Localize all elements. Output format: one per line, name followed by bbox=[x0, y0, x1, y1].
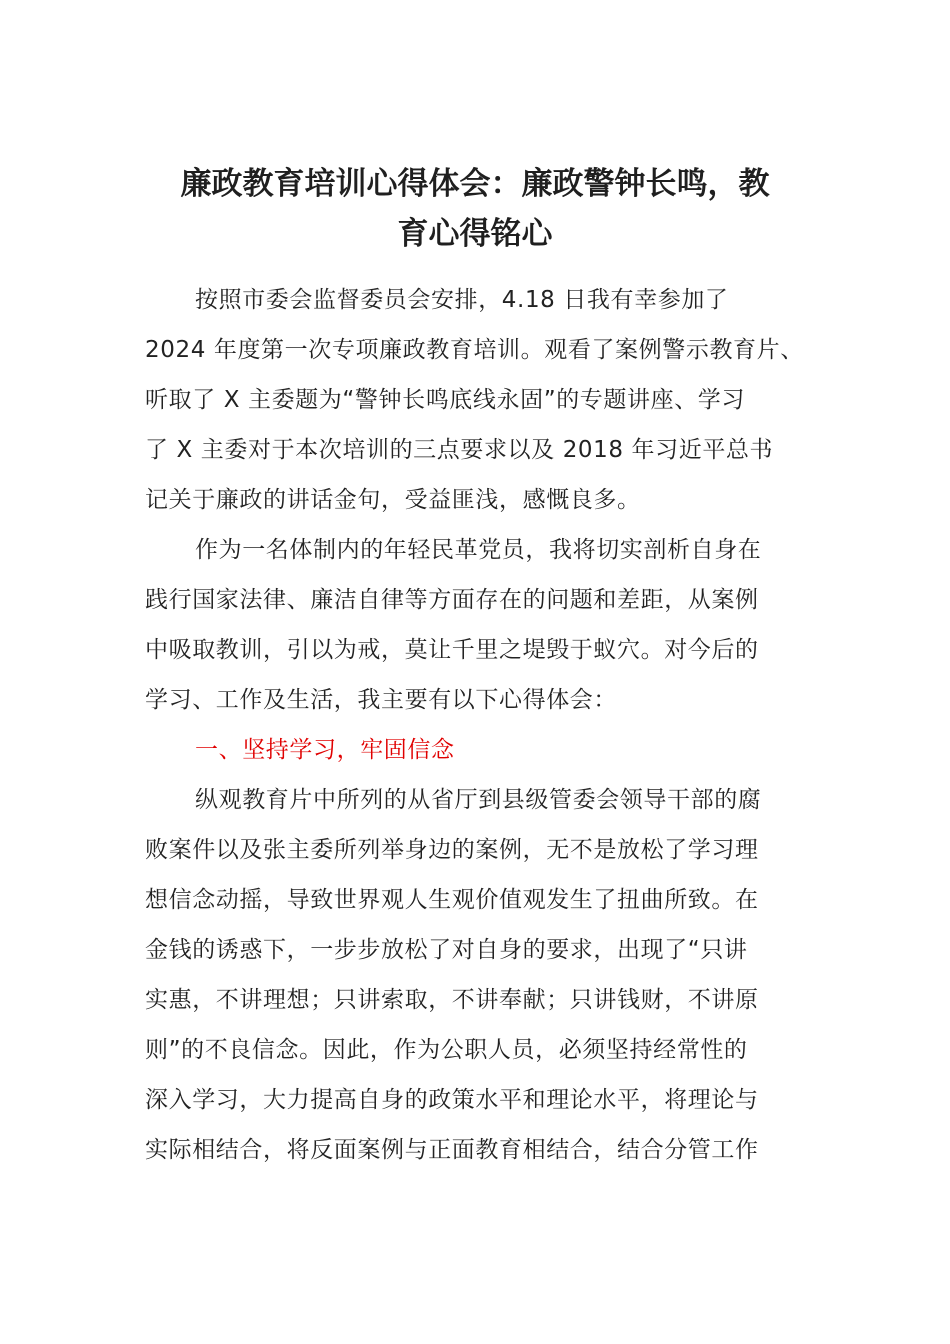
paragraph-3-line-1: 纵观教育片中所列的从省厅到县级管委会领导干部的腐 bbox=[195, 787, 762, 813]
section-heading: 一、坚持学习，牢固信念 bbox=[195, 737, 455, 763]
paragraph-2-line-4: 学习、工作及生活，我主要有以下心得体会： bbox=[145, 687, 617, 713]
paragraph-1-line-2: 2024 年度第一次专项廉政教育培训。观看了案例警示教育片、 bbox=[145, 337, 804, 363]
document-title-line-1: 廉政教育培训心得体会：廉政警钟长鸣，教 bbox=[180, 166, 770, 202]
paragraph-3-line-5: 实惠，不讲理想；只讲索取，不讲奉献；只讲钱财，不讲原 bbox=[145, 987, 759, 1013]
paragraph-3-line-4: 金钱的诱惑下，一步步放松了对自身的要求，出现了“只讲 bbox=[145, 937, 748, 963]
paragraph-3-line-8: 实际相结合，将反面案例与正面教育相结合，结合分管工作 bbox=[145, 1137, 759, 1163]
paragraph-2-line-2: 践行国家法律、廉洁自律等方面存在的问题和差距，从案例 bbox=[145, 587, 759, 613]
paragraph-1-line-3: 听取了 X 主委题为“警钟长鸣底线永固”的专题讲座、学习 bbox=[145, 387, 746, 413]
paragraph-2-line-3: 中吸取教训，引以为戒，莫让千里之堤毁于蚁穴。对今后的 bbox=[145, 637, 759, 663]
paragraph-2-line-1: 作为一名体制内的年轻民革党员，我将切实剖析自身在 bbox=[195, 537, 762, 563]
paragraph-3-line-6: 则”的不良信念。因此，作为公职人员，必须坚持经常性的 bbox=[145, 1037, 748, 1063]
paragraph-3-line-7: 深入学习，大力提高自身的政策水平和理论水平，将理论与 bbox=[145, 1087, 759, 1113]
paragraph-1-line-4: 了 X 主委对于本次培训的三点要求以及 2018 年习近平总书 bbox=[145, 437, 774, 463]
paragraph-3-line-2: 败案件以及张主委所列举身边的案例，无不是放松了学习理 bbox=[145, 837, 759, 863]
paragraph-3-line-3: 想信念动摇，导致世界观人生观价值观发生了扭曲所致。在 bbox=[145, 887, 759, 913]
document-title-line-2: 育心得铭心 bbox=[397, 216, 553, 252]
paragraph-1-line-5: 记关于廉政的讲话金句，受益匪浅，感慨良多。 bbox=[145, 487, 641, 513]
paragraph-1-line-1: 按照市委会监督委员会安排，4.18 日我有幸参加了 bbox=[195, 287, 729, 313]
